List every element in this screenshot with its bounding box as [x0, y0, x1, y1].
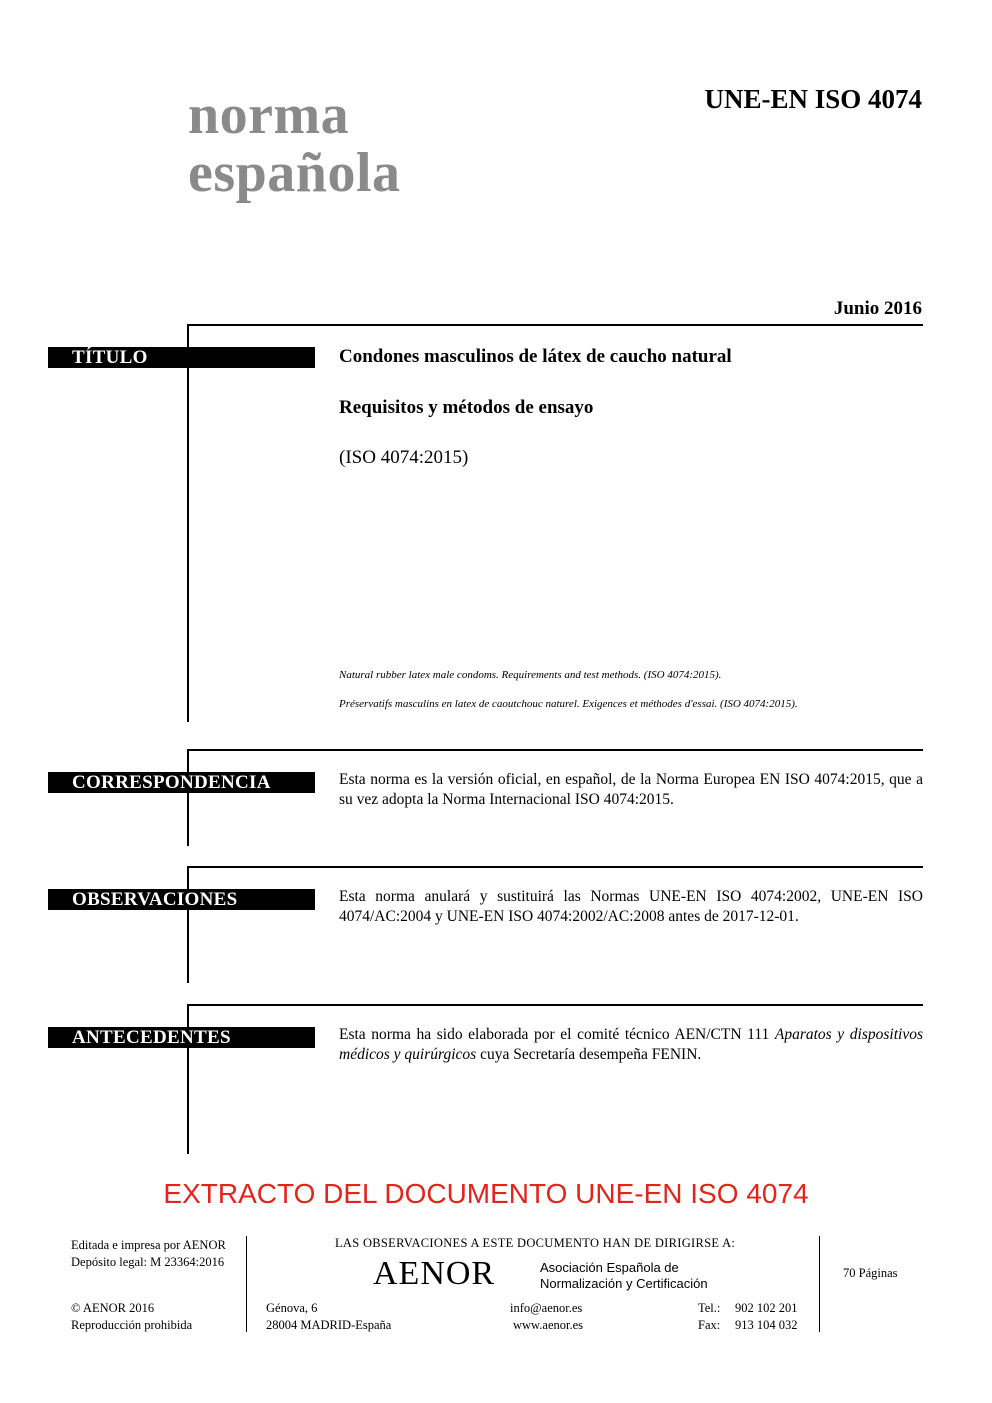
aenor-logo: AENOR [373, 1255, 496, 1292]
copyright: © AENOR 2016 [71, 1301, 155, 1315]
document-subtitle: Requisitos y métodos de ensayo [339, 397, 594, 418]
iso-reference: (ISO 4074:2015) [339, 447, 469, 468]
reproduction-notice: Reproducción prohibida [71, 1318, 193, 1332]
label-titulo: TÍTULO [48, 347, 315, 368]
email-link[interactable]: info@aenor.es [510, 1301, 583, 1315]
section-divider [187, 1004, 923, 1006]
section-divider [187, 749, 923, 751]
antecedentes-text-start: Esta norma ha sido elaborada por el comité técnico AEN/CTN 111 [339, 1026, 775, 1043]
section-divider [187, 324, 923, 326]
committee-name: Aparatos y dispositivos médicos y quirúrgicos [339, 1026, 923, 1063]
tel-label: Tel.: [698, 1301, 721, 1315]
antecedentes-text [339, 1025, 923, 1065]
label-correspondencia: CORRESPONDENCIA [48, 772, 315, 793]
section-vertical-rule [187, 324, 189, 722]
publication-date: Junio 2016 [833, 298, 922, 319]
document-title: Condones masculinos de látex de caucho natural [339, 346, 732, 367]
footer-phone-values [735, 1300, 798, 1334]
brand-line-1: norma [188, 84, 350, 146]
footer-address [266, 1300, 391, 1334]
tel-value: 902 102 201 [735, 1301, 798, 1315]
organization-name-line-2: Normalización y Certificación [540, 1276, 708, 1291]
address-city: 28004 MADRID-España [266, 1318, 392, 1332]
footer-contact-web [510, 1300, 583, 1334]
address-street: Génova, 6 [266, 1301, 318, 1315]
organization-name [540, 1260, 708, 1292]
label-antecedentes: ANTECEDENTES [48, 1027, 315, 1048]
footer-divider-left [246, 1236, 247, 1332]
footer-publisher [71, 1237, 226, 1271]
observaciones-text: Esta norma anulará y sustituirá las Normas UNE-EN ISO 4074:2002, UNE-EN ISO 4074/AC:2004 y UNE-EN ISO 4074:2002/AC:2008 antes de 2017-12-01. [339, 888, 923, 925]
organization-name-line-1: Asociación Española de [540, 1260, 679, 1275]
brand-wordmark [188, 86, 401, 202]
antecedentes-text-end: cuya Secretaría desempeña FENIN. [476, 1046, 702, 1063]
english-title: Natural rubber latex male condoms. Requirements and test methods. (ISO 4074:2015). [339, 669, 722, 681]
website-link[interactable]: www.aenor.es [513, 1318, 584, 1332]
footer-phone-labels [698, 1300, 720, 1334]
fax-value: 913 104 032 [735, 1318, 798, 1332]
legal-deposit: Depósito legal: M 23364:2016 [71, 1255, 225, 1269]
observations-heading: LAS OBSERVACIONES A ESTE DOCUMENTO HAN DE DIRIGIRSE A: [335, 1236, 736, 1250]
section-vertical-rule [187, 749, 189, 846]
french-title: Préservatifs masculins en latex de caoutchouc naturel. Exigences et méthodes d'essai. (ISO 4074:2015). [339, 698, 798, 710]
extract-notice: EXTRACTO DEL DOCUMENTO UNE-EN ISO 4074 [163, 1178, 809, 1209]
footer-copyright [71, 1300, 192, 1334]
page-count: 70 Páginas [843, 1266, 898, 1280]
footer-divider-right [819, 1236, 820, 1332]
section-vertical-rule [187, 866, 189, 983]
section-divider [187, 866, 923, 868]
brand-line-2: española [188, 142, 401, 204]
standard-code: UNE-EN ISO 4074 [704, 84, 922, 114]
fax-label: Fax: [698, 1318, 721, 1332]
edited-by: Editada e impresa por AENOR [71, 1238, 226, 1252]
label-observaciones: OBSERVACIONES [48, 889, 315, 910]
correspondencia-text: Esta norma es la versión oficial, en español, de la Norma Europea EN ISO 4074:2015, que a su vez adopta la Norma Internacional ISO 4074:2015. [339, 771, 923, 808]
